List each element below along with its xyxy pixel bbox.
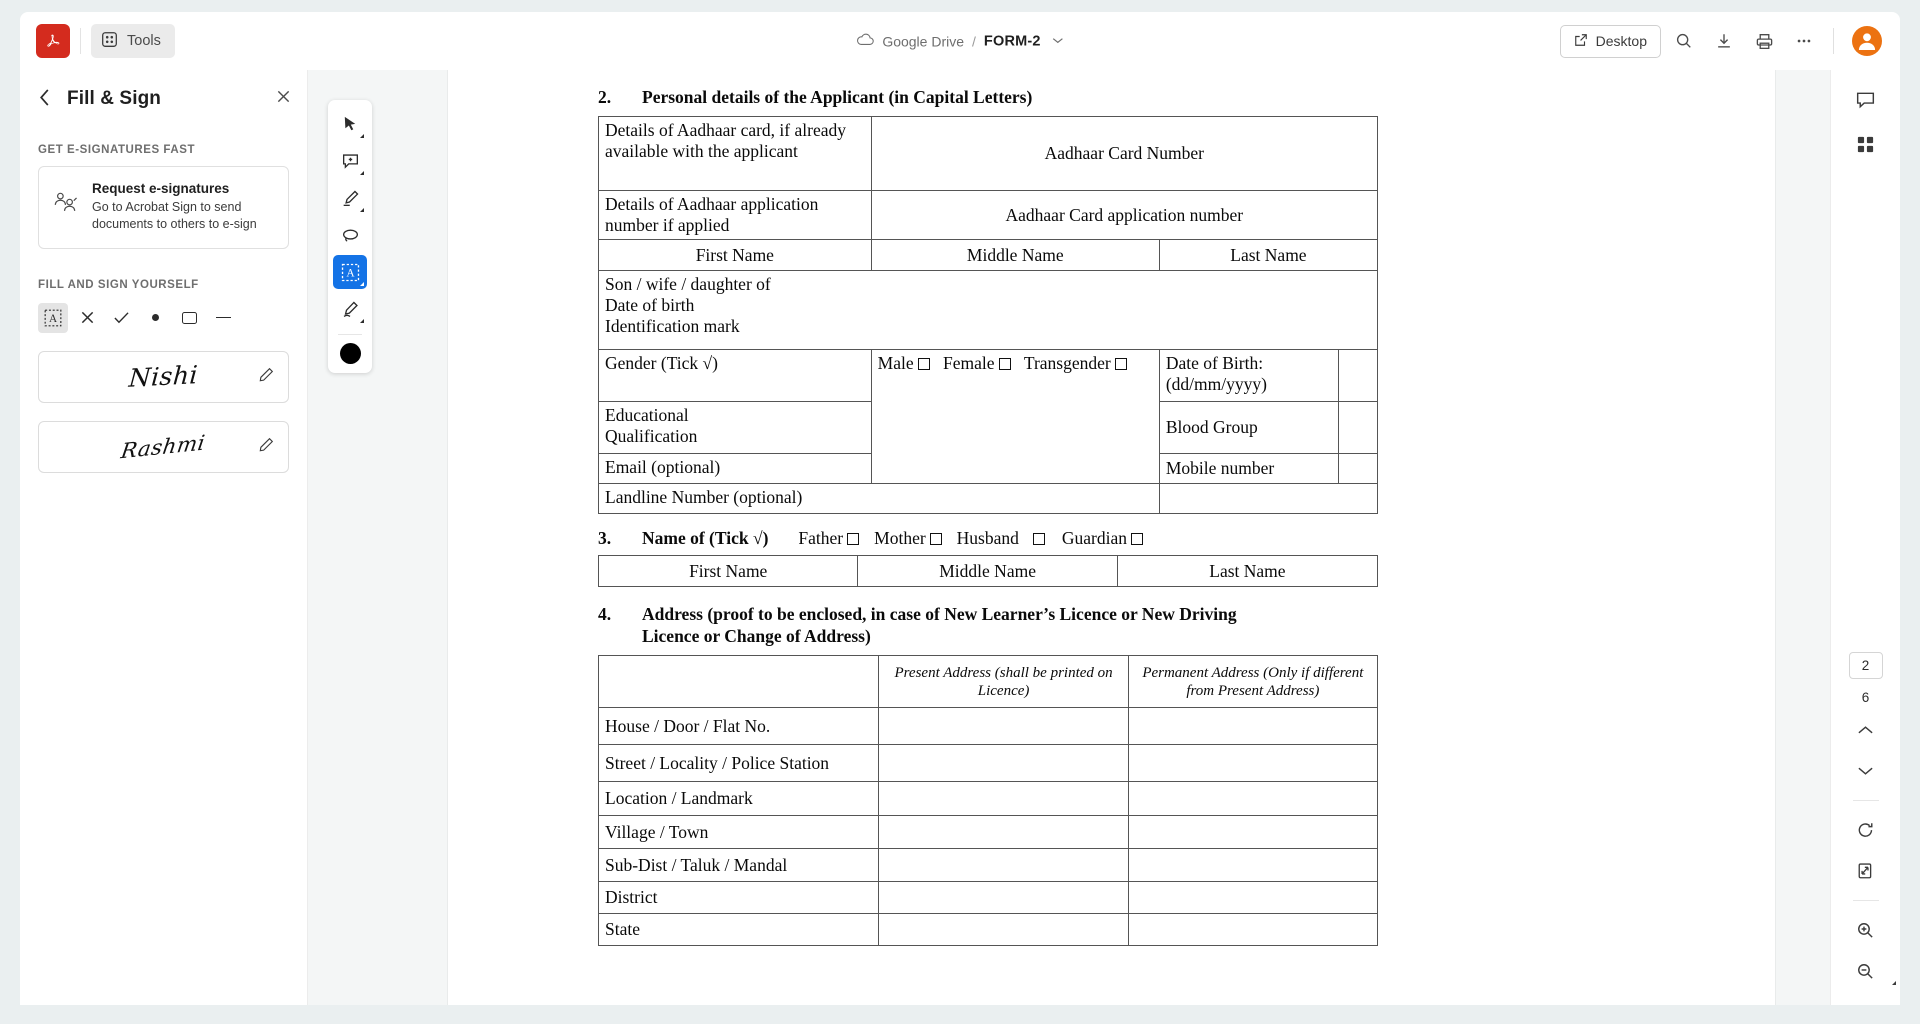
open-external-icon bbox=[1574, 33, 1588, 50]
breadcrumb bbox=[856, 33, 1063, 50]
download-icon[interactable] bbox=[1707, 24, 1741, 58]
first-name-header: First Name bbox=[599, 240, 872, 271]
toolbar-left-group bbox=[20, 24, 175, 58]
pdf-page bbox=[448, 70, 1775, 1005]
section4-title-line-1: Address (proof to be enclosed, in case of New Learner’s Licence or New Driving bbox=[642, 604, 1237, 625]
mobile-value-cell[interactable] bbox=[1339, 454, 1378, 484]
education-line-2: Qualification bbox=[605, 426, 698, 447]
address-row-house-present[interactable] bbox=[879, 708, 1128, 745]
relation-line-3: Identification mark bbox=[605, 316, 740, 337]
address-row-street-present[interactable] bbox=[879, 745, 1128, 782]
cloud-icon bbox=[856, 33, 874, 50]
table-row bbox=[599, 350, 1378, 402]
fill-and-sign-panel bbox=[20, 70, 308, 1005]
chevron-down-icon[interactable] bbox=[1848, 753, 1884, 789]
signature-second[interactable] bbox=[38, 421, 289, 473]
table-row bbox=[599, 656, 1378, 708]
section2-title: Personal details of the Applicant (in Capital Letters) bbox=[642, 87, 1033, 107]
panel-header bbox=[20, 70, 307, 128]
chevron-up-icon[interactable] bbox=[1848, 712, 1884, 748]
dob-label-cell bbox=[1159, 350, 1338, 402]
rectangle-tool[interactable] bbox=[174, 303, 204, 333]
address-row-state-present[interactable] bbox=[879, 914, 1128, 946]
personal-details-table bbox=[598, 116, 1378, 514]
table-row bbox=[599, 882, 1378, 914]
section3-option-husband: Husband bbox=[956, 528, 1019, 549]
section3-number: 3. bbox=[598, 528, 612, 549]
address-row-street-label: Street / Locality / Police Station bbox=[599, 745, 879, 782]
dob-label-line-2: (dd/mm/yyyy) bbox=[1165, 374, 1267, 395]
landline-value-cell[interactable] bbox=[1159, 484, 1377, 514]
permanent-address-header: Permanent Address (Only if different from Present Address) bbox=[1128, 656, 1377, 708]
pencil-icon[interactable] bbox=[259, 437, 274, 457]
address-row-subdist-permanent[interactable] bbox=[1128, 849, 1377, 882]
blood-group-value-cell[interactable] bbox=[1339, 402, 1378, 454]
acrobat-logo-icon[interactable] bbox=[36, 24, 70, 58]
relation-cell[interactable] bbox=[599, 271, 1378, 350]
section4-number: 4. bbox=[598, 604, 612, 625]
section3-option-mother: Mother bbox=[874, 528, 926, 549]
zoom-out-icon[interactable] bbox=[1848, 953, 1884, 989]
address-row-village-label: Village / Town bbox=[599, 816, 879, 849]
select-tool[interactable] bbox=[333, 107, 367, 141]
pencil-icon[interactable] bbox=[259, 367, 274, 387]
signature-nishi[interactable] bbox=[38, 351, 289, 403]
address-header-blank bbox=[599, 656, 879, 708]
user-avatar-icon[interactable] bbox=[1852, 26, 1882, 56]
aadhaar-app-label-cell: Details of Aadhaar application number if applied bbox=[599, 191, 872, 240]
page-wrap bbox=[308, 70, 1830, 1005]
toolbar-divider bbox=[80, 28, 81, 54]
lasso-tool[interactable] bbox=[333, 218, 367, 252]
education-label-cell bbox=[599, 402, 872, 454]
current-page-input[interactable]: 2 bbox=[1849, 652, 1883, 679]
tool-caret-icon bbox=[1892, 981, 1896, 985]
section4-heading bbox=[598, 603, 1378, 647]
signature-nishi-label: Nishi bbox=[127, 360, 200, 393]
dob-value-cell[interactable] bbox=[1339, 350, 1378, 402]
sign-tool[interactable] bbox=[333, 292, 367, 326]
address-row-street-permanent[interactable] bbox=[1128, 745, 1377, 782]
app-body bbox=[20, 70, 1900, 1005]
svg-text:A: A bbox=[345, 267, 355, 280]
signature-second-label: Rashmi bbox=[119, 430, 208, 463]
aadhaar-app-value-cell[interactable]: Aadhaar Card application number bbox=[871, 191, 1377, 240]
search-icon[interactable] bbox=[1667, 24, 1701, 58]
esign-card-text bbox=[92, 181, 275, 234]
page-thumbnails-icon[interactable] bbox=[1848, 126, 1884, 162]
section3-option-father: Father bbox=[798, 528, 844, 549]
table-row bbox=[599, 816, 1378, 849]
landline-label-cell: Landline Number (optional) bbox=[599, 484, 1160, 514]
section3-option-guardian: Guardian bbox=[1061, 528, 1128, 549]
address-row-subdist-label: Sub-Dist / Taluk / Mandal bbox=[599, 849, 879, 882]
chevron-down-icon[interactable] bbox=[1053, 35, 1064, 47]
request-esignatures-card[interactable] bbox=[38, 166, 289, 249]
name-of-table bbox=[598, 555, 1378, 587]
desktop-button-label: Desktop bbox=[1595, 33, 1647, 49]
table-row bbox=[599, 745, 1378, 782]
table-row bbox=[599, 484, 1378, 514]
table-row bbox=[599, 849, 1378, 882]
rail-divider bbox=[1853, 900, 1879, 901]
dob-label-line-1: Date of Birth: bbox=[1165, 353, 1264, 374]
tool-caret-icon bbox=[360, 319, 364, 323]
gender-male-label: Male bbox=[877, 353, 914, 374]
address-row-location-permanent[interactable] bbox=[1128, 782, 1377, 816]
address-row-location-label: Location / Landmark bbox=[599, 782, 879, 816]
total-pages-label: 6 bbox=[1861, 690, 1870, 705]
table-row bbox=[599, 117, 1378, 191]
comment-icon[interactable] bbox=[1848, 82, 1884, 118]
check-mark-tool[interactable] bbox=[106, 303, 136, 333]
section3-title: Name of (Tick √) bbox=[642, 528, 769, 549]
aadhaar-label-cell: Details of Aadhaar card, if already available with the applicant bbox=[599, 117, 872, 191]
rotate-clockwise-icon[interactable] bbox=[1848, 812, 1884, 848]
breadcrumb-separator: / bbox=[972, 33, 976, 49]
document-viewer bbox=[308, 70, 1830, 1005]
section3-heading bbox=[598, 528, 1378, 549]
toolbar-right-group bbox=[1560, 24, 1882, 58]
tools-button[interactable] bbox=[91, 24, 175, 58]
section4-title-line-2: Licence or Change of Address) bbox=[642, 626, 871, 647]
address-row-village-present[interactable] bbox=[879, 816, 1128, 849]
top-toolbar bbox=[20, 12, 1900, 70]
fit-page-icon[interactable] bbox=[1848, 853, 1884, 889]
address-row-district-permanent[interactable] bbox=[1128, 882, 1377, 914]
aadhaar-value-cell[interactable]: Aadhaar Card Number bbox=[871, 117, 1377, 191]
section2-number: 2. bbox=[598, 87, 612, 107]
address-row-state-label: State bbox=[599, 914, 879, 946]
table-row bbox=[599, 782, 1378, 816]
esign-card-title: Request e-signatures bbox=[92, 181, 230, 196]
blood-group-label-cell: Blood Group bbox=[1159, 402, 1338, 454]
table-row bbox=[599, 914, 1378, 946]
table-row bbox=[599, 191, 1378, 240]
request-signature-icon bbox=[52, 181, 80, 220]
tool-caret-icon bbox=[360, 282, 364, 286]
section4-title bbox=[642, 603, 1378, 647]
address-row-subdist-present[interactable] bbox=[879, 849, 1128, 882]
add-comment-tool[interactable] bbox=[333, 144, 367, 178]
address-row-district-label: District bbox=[599, 882, 879, 914]
tool-caret-icon bbox=[360, 208, 364, 212]
guardian-checkbox[interactable] bbox=[1131, 533, 1143, 545]
toolstrip-divider bbox=[338, 334, 362, 335]
annotation-toolstrip bbox=[328, 100, 372, 373]
dot-tool[interactable] bbox=[140, 303, 170, 333]
mobile-label-cell: Mobile number bbox=[1159, 454, 1338, 484]
desktop-button[interactable] bbox=[1560, 25, 1661, 58]
panel-title: Fill & Sign bbox=[67, 88, 161, 109]
esign-card-subtitle: Go to Acrobat Sign to send documents to others to e-sign bbox=[92, 200, 257, 232]
gender-transgender-checkbox[interactable] bbox=[1115, 358, 1127, 370]
gender-female-checkbox[interactable] bbox=[999, 358, 1011, 370]
rail-divider bbox=[1853, 800, 1879, 801]
s3-first-name-header: First Name bbox=[599, 556, 858, 587]
s3-last-name-header: Last Name bbox=[1117, 556, 1377, 587]
gender-male-checkbox[interactable] bbox=[918, 358, 930, 370]
more-horizontal-icon[interactable] bbox=[1787, 24, 1821, 58]
address-row-house-permanent[interactable] bbox=[1128, 708, 1377, 745]
form-content bbox=[598, 86, 1378, 946]
address-row-district-present[interactable] bbox=[879, 882, 1128, 914]
cross-mark-tool[interactable] bbox=[72, 303, 102, 333]
gender-label-cell: Gender (Tick √) bbox=[599, 350, 872, 402]
education-line-1: Educational bbox=[605, 405, 689, 426]
fill-and-sign-tool[interactable] bbox=[333, 255, 367, 289]
mother-checkbox[interactable] bbox=[930, 533, 942, 545]
line-tool[interactable] bbox=[208, 303, 238, 333]
table-row bbox=[599, 240, 1378, 271]
last-name-header: Last Name bbox=[1159, 240, 1377, 271]
breadcrumb-drive[interactable]: Google Drive bbox=[882, 33, 965, 49]
toolbar-divider-right bbox=[1833, 28, 1834, 54]
svg-text:A: A bbox=[48, 312, 58, 325]
fill-tools-row bbox=[20, 303, 307, 333]
address-row-state-permanent[interactable] bbox=[1128, 914, 1377, 946]
gender-female-label: Female bbox=[942, 353, 995, 374]
gender-options-cell[interactable] bbox=[871, 350, 1159, 484]
address-table bbox=[598, 655, 1378, 946]
gender-transgender-label: Transgender bbox=[1023, 353, 1111, 374]
address-row-village-permanent[interactable] bbox=[1128, 816, 1377, 849]
section2-heading bbox=[598, 86, 1378, 108]
print-icon[interactable] bbox=[1747, 24, 1781, 58]
highlight-tool[interactable] bbox=[333, 181, 367, 215]
table-row bbox=[599, 556, 1378, 587]
tool-caret-icon bbox=[360, 171, 364, 175]
esign-section-label: GET E-SIGNATURES FAST bbox=[38, 144, 196, 156]
grid-tools-icon bbox=[101, 31, 118, 51]
color-swatch[interactable] bbox=[340, 343, 361, 364]
s3-middle-name-header: Middle Name bbox=[858, 556, 1117, 587]
husband-checkbox[interactable] bbox=[1033, 533, 1045, 545]
middle-name-header: Middle Name bbox=[871, 240, 1159, 271]
table-row bbox=[599, 271, 1378, 350]
close-icon[interactable] bbox=[276, 89, 291, 109]
zoom-in-icon[interactable] bbox=[1848, 912, 1884, 948]
chevron-left-icon[interactable] bbox=[38, 88, 51, 111]
relation-line-1: Son / wife / daughter of bbox=[605, 274, 771, 295]
address-row-house-label: House / Door / Flat No. bbox=[599, 708, 879, 745]
add-text-tool[interactable] bbox=[38, 303, 68, 333]
email-label-cell: Email (optional) bbox=[599, 454, 872, 484]
right-rail-bottom bbox=[1831, 652, 1900, 989]
table-row bbox=[599, 708, 1378, 745]
address-row-location-present[interactable] bbox=[879, 782, 1128, 816]
right-rail-top bbox=[1831, 70, 1900, 162]
father-checkbox[interactable] bbox=[847, 533, 859, 545]
relation-line-2: Date of birth bbox=[605, 295, 695, 316]
right-rail bbox=[1830, 70, 1900, 1005]
fill-section-label: FILL AND SIGN YOURSELF bbox=[38, 278, 199, 291]
tools-button-label: Tools bbox=[127, 33, 161, 49]
present-address-header: Present Address (shall be printed on Licence) bbox=[879, 656, 1128, 708]
breadcrumb-file[interactable]: FORM-2 bbox=[983, 33, 1041, 49]
tool-caret-icon bbox=[360, 134, 364, 138]
